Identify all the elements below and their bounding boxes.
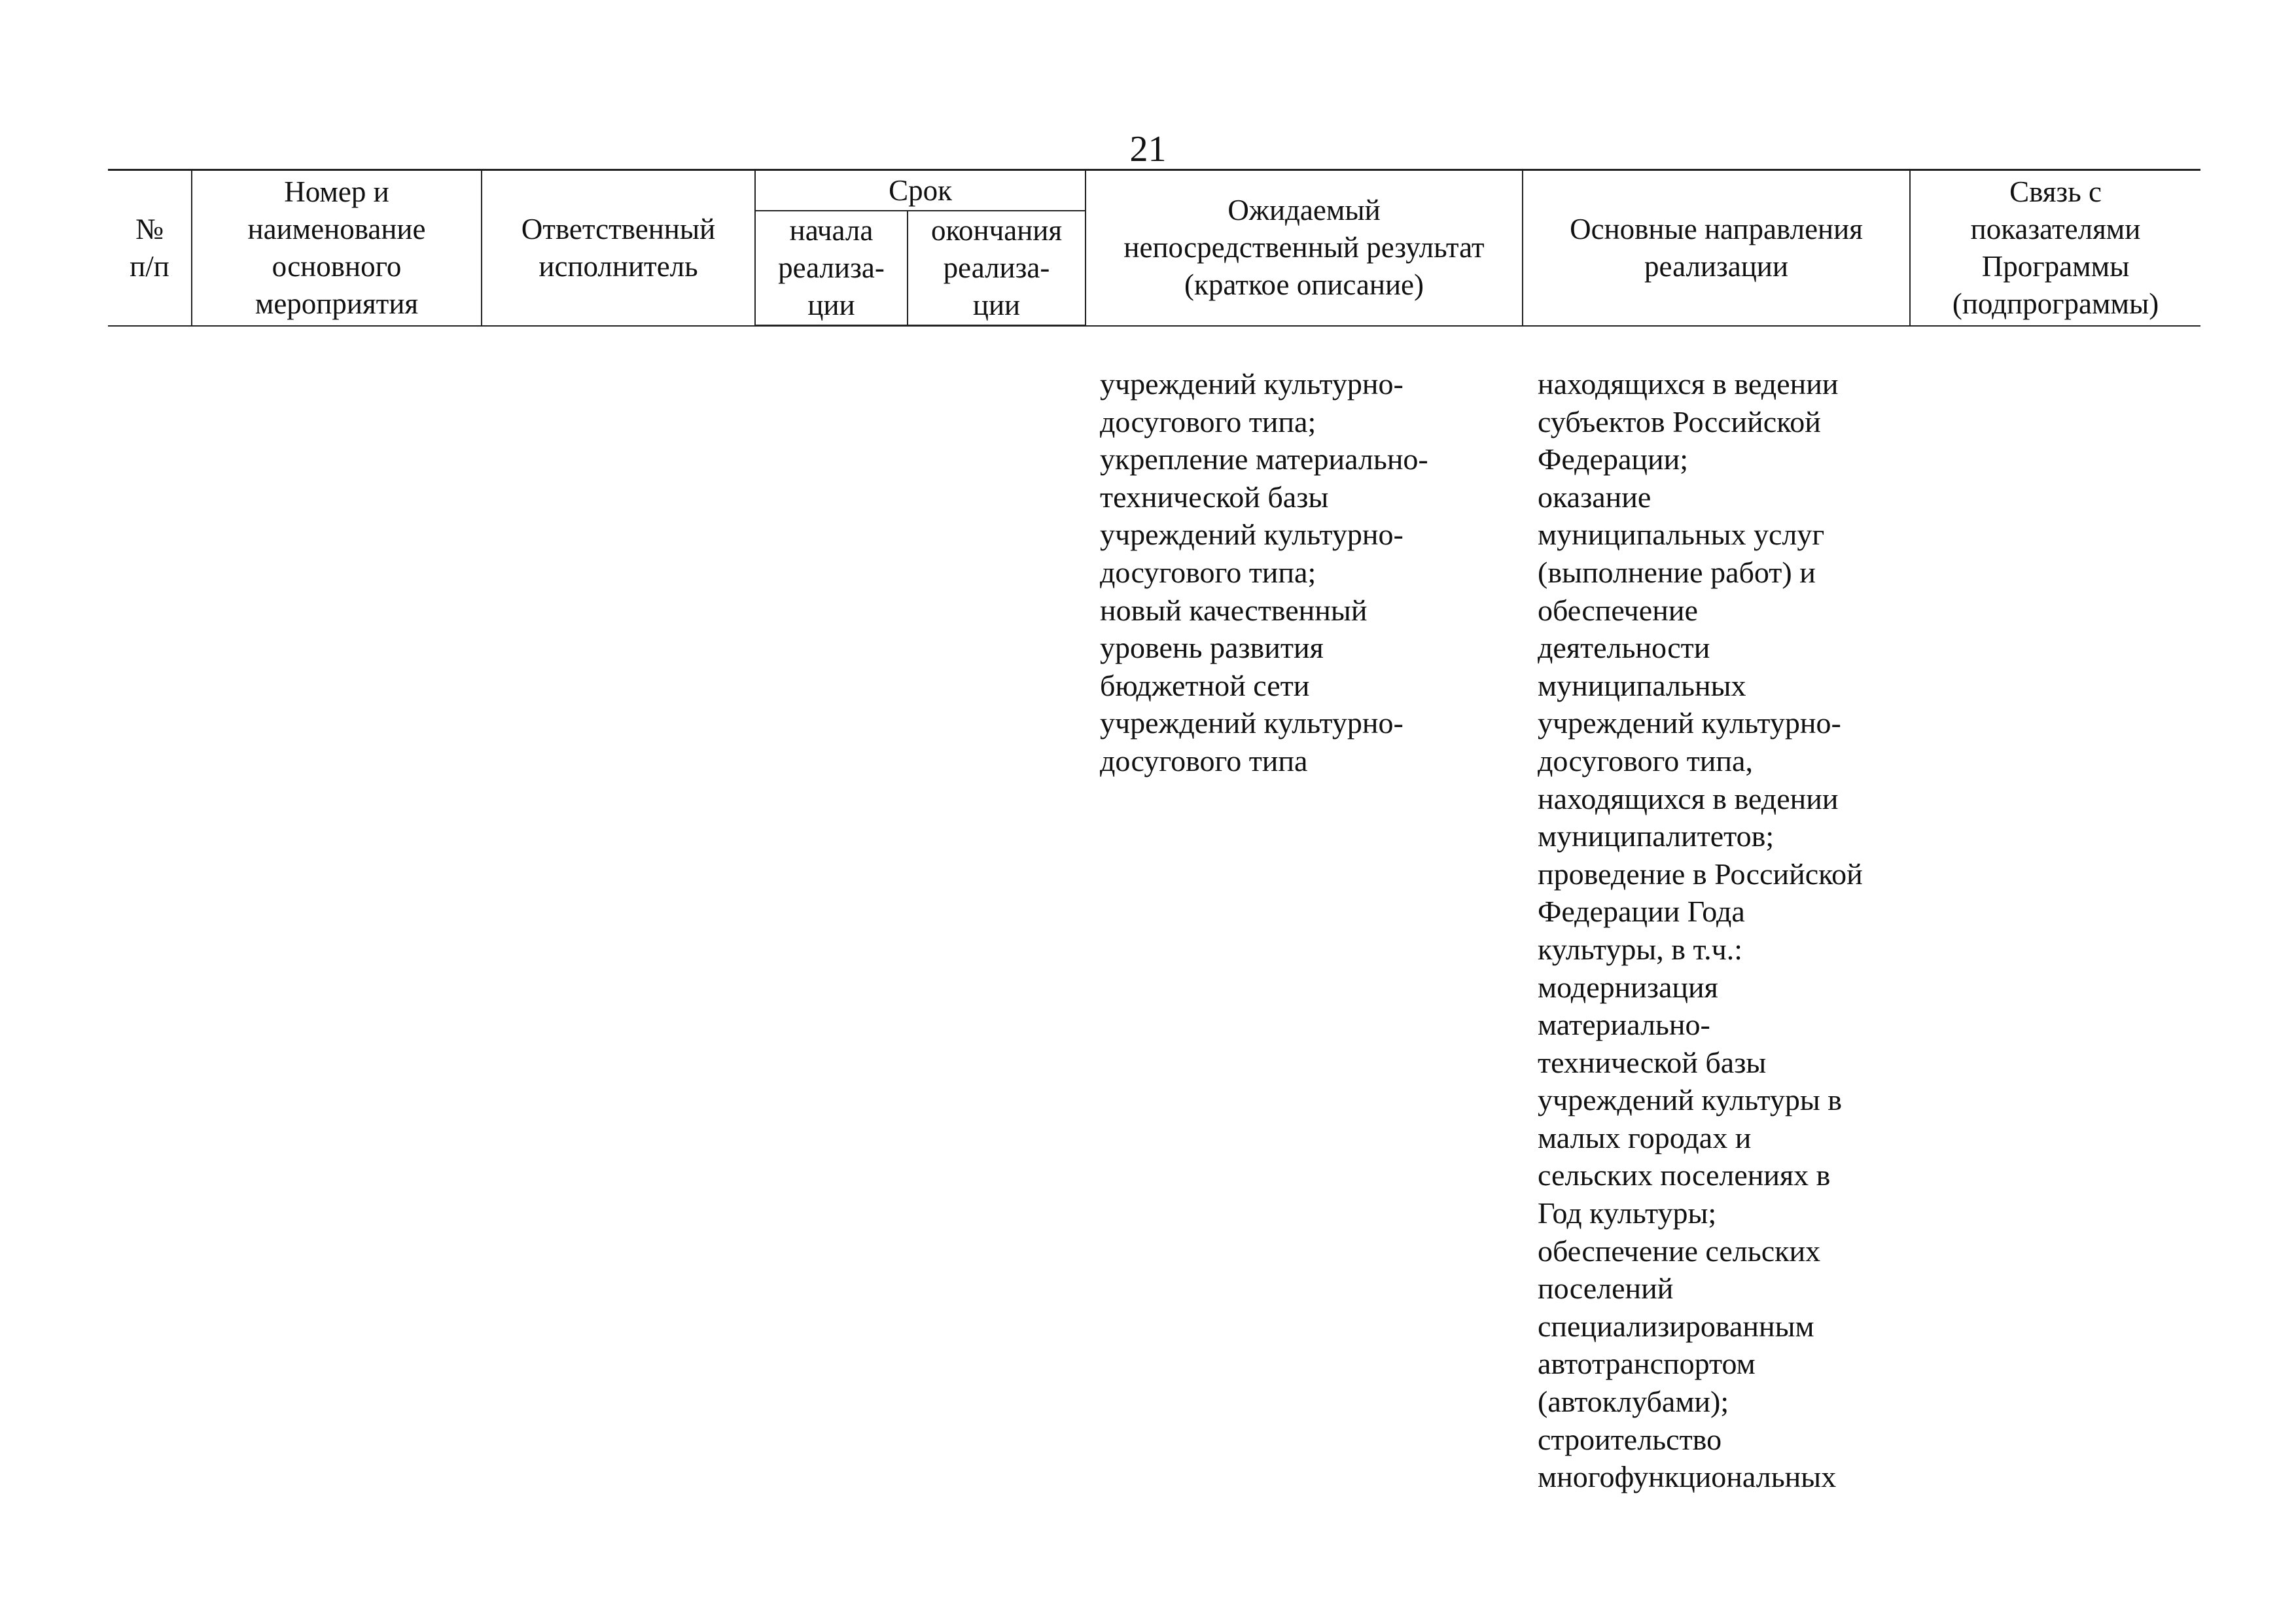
text-line: культуры, в т.ч.:: [1538, 932, 1743, 966]
header-program-link: Связь с показателями Программы (подпрограммы): [1910, 170, 2200, 326]
text-line: уровень развития: [1100, 631, 1324, 665]
text-line: Год культуры;: [1538, 1196, 1717, 1230]
text-line: новый качественный: [1100, 593, 1368, 627]
text-line: деятельности: [1538, 631, 1710, 665]
header-number: № п/п: [108, 170, 192, 326]
text-line: технической базы: [1100, 480, 1329, 514]
text-line: досугового типа,: [1538, 743, 1753, 777]
text-line: субъектов Российской: [1538, 404, 1821, 438]
header-activity-name: Номер и наименование основного мероприятия: [192, 170, 482, 326]
text-line: учреждений культурно-: [1100, 706, 1404, 740]
text-line: малых городах и: [1538, 1120, 1752, 1154]
header-responsible: Ответственный исполнитель: [482, 170, 755, 326]
text-line: муниципалитетов;: [1538, 819, 1775, 853]
text-line: материально-: [1538, 1008, 1710, 1042]
text-line: досугового типа;: [1100, 555, 1316, 589]
text-line: проведение в Российской: [1538, 857, 1863, 891]
text-line: сельских поселениях в: [1538, 1158, 1831, 1192]
text-line: находящихся в ведении: [1538, 367, 1839, 401]
text-line: поселений: [1538, 1272, 1674, 1306]
header-term: Срок: [755, 170, 1086, 211]
text-line: обеспечение: [1538, 593, 1698, 627]
text-line: учреждений культурно-: [1538, 706, 1841, 740]
text-line: (выполнение работ) и: [1538, 555, 1816, 589]
text-line: многофункциональных: [1538, 1460, 1837, 1494]
text-line: учреждений культурно-: [1100, 367, 1404, 401]
text-line: Федерации;: [1538, 442, 1689, 476]
expected-result-text: [1100, 365, 1428, 780]
header-term-end: окончания реализа- ции: [908, 211, 1086, 326]
text-line: учреждений культуры в: [1538, 1083, 1842, 1117]
main-directions-text: [1538, 365, 1863, 1496]
text-line: оказание: [1538, 480, 1651, 514]
text-line: досугового типа;: [1100, 404, 1316, 438]
text-line: модернизация: [1538, 970, 1718, 1004]
text-line: укрепление материально-: [1100, 442, 1428, 476]
text-line: муниципальных: [1538, 668, 1746, 702]
text-line: муниципальных услуг: [1538, 518, 1825, 552]
text-line: технической базы: [1538, 1045, 1767, 1079]
text-line: Федерации Года: [1538, 895, 1745, 929]
text-line: специализированным: [1538, 1309, 1814, 1343]
text-line: (автоклубами);: [1538, 1385, 1729, 1419]
text-line: обеспечение сельских: [1538, 1234, 1821, 1268]
text-line: бюджетной сети: [1100, 668, 1310, 702]
text-line: находящихся в ведении: [1538, 781, 1839, 815]
header-main-directions: Основные направления реализации: [1523, 170, 1910, 326]
page-number: 21: [1129, 129, 1167, 169]
header-term-start: начала реализа- ции: [755, 211, 908, 326]
text-line: досугового типа: [1100, 743, 1308, 777]
header-expected-result: Ожидаемый непосредственный результат (краткое описание): [1086, 170, 1523, 326]
text-line: учреждений культурно-: [1100, 518, 1404, 552]
text-line: строительство: [1538, 1422, 1722, 1456]
text-line: автотранспортом: [1538, 1347, 1756, 1381]
table-header: [108, 169, 2200, 327]
